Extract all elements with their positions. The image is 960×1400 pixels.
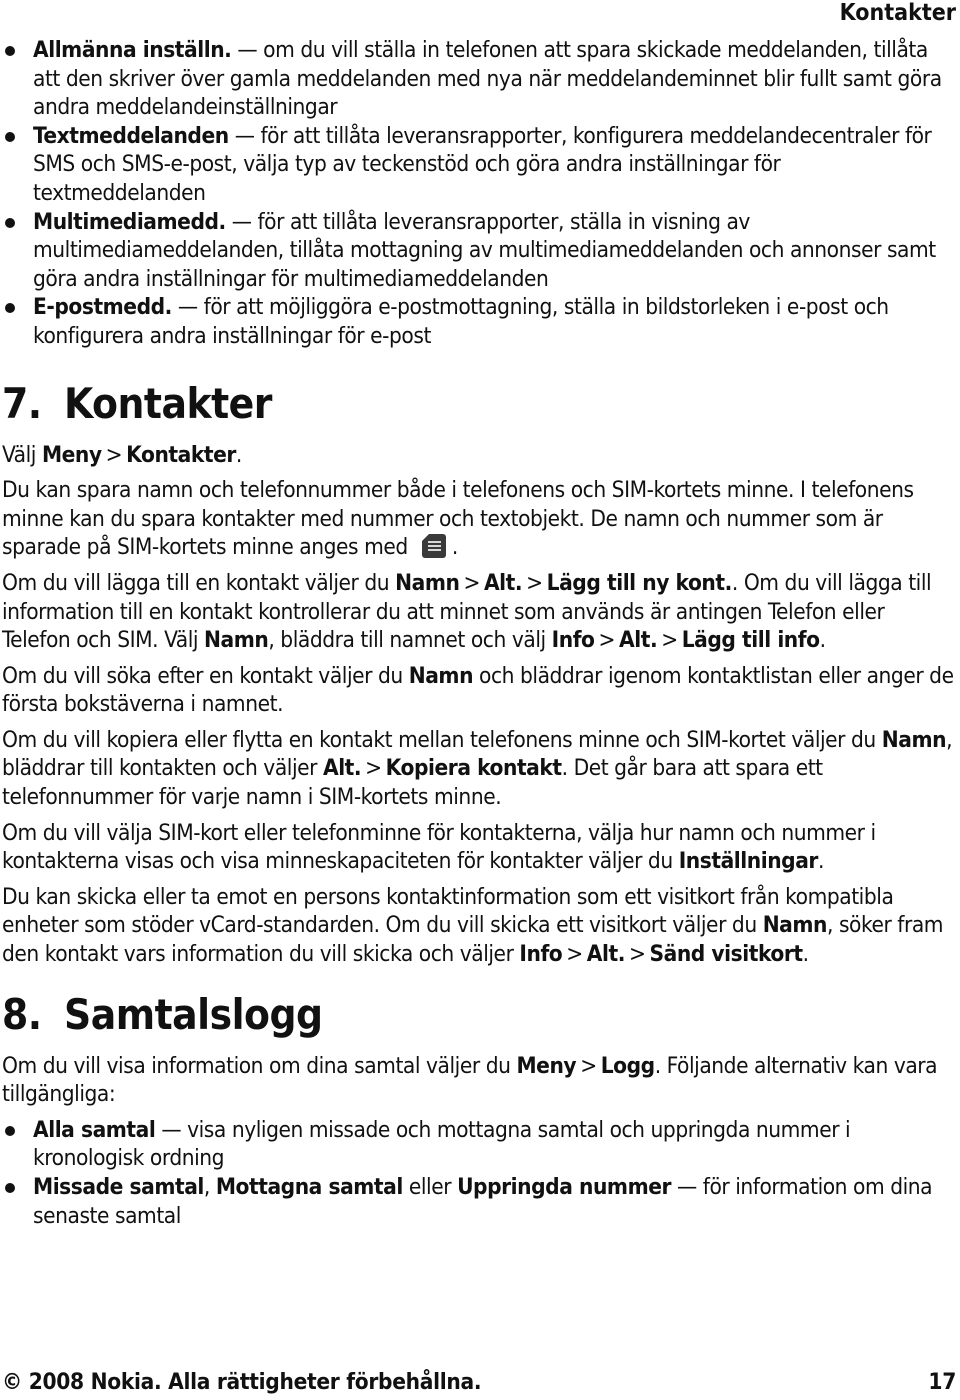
text: . <box>819 627 826 654</box>
section-heading-kontakter <box>2 380 957 428</box>
menu-term: Alt. <box>586 941 625 968</box>
path-separator: > <box>365 755 382 782</box>
menu-term: Namn <box>408 662 474 689</box>
option-term: Alla samtal <box>33 1116 156 1143</box>
section-number: 8. <box>2 989 42 1039</box>
text: . Följande alternativ kan vara tillgängliga: <box>2 1052 938 1108</box>
option-description: — för information om dina senaste samtal <box>33 1174 933 1229</box>
text: . <box>817 848 824 875</box>
path-separator: > <box>661 627 678 654</box>
setting-description: — för att tillåta leveransrapporter, konfigurera meddelandecentraler för SMS och SMS-e-post, välja typ av teckenstöd och göra andra inställningar för textmeddelanden <box>33 122 932 206</box>
text: . Om du vill lägga till information till en kontakt kontrollerar du att minnet som används är antingen Telefon eller Telefon och SIM. Välj <box>2 569 932 654</box>
paragraph-copy-contact <box>2 726 957 812</box>
setting-term: Textmeddelanden <box>33 122 229 149</box>
list-item <box>2 293 957 350</box>
list-item <box>2 1116 957 1173</box>
log-options-list <box>2 1116 957 1230</box>
text: . Det går bara att spara ett telefonnummer för varje namn i SIM-kortets minne. <box>2 755 823 811</box>
setting-description: — om du vill ställa in telefonen att spara skickade meddelanden, tillåta att den skriver över gamla meddelanden med nya när meddelandeminnet blir fullt samt göra andra meddelandeinställningar <box>33 37 942 121</box>
menu-term: Inställningar <box>678 848 818 875</box>
paragraph-search-contact <box>2 662 957 719</box>
menu-term: Lägg till ny kont. <box>546 569 732 596</box>
section-title: Kontakter <box>64 378 272 428</box>
menu-term: Alt. <box>619 627 658 654</box>
text: Du kan skicka eller ta emot en persons kontaktinformation som ett visitkort från kompatibla enheter som stöder vCard-standarden. Om du vill skicka ett visitkort väljer du <box>2 883 894 939</box>
menu-term: Logg <box>600 1052 655 1079</box>
paragraph-storage <box>2 476 957 562</box>
menu-term: Kopiera kontakt <box>385 755 562 782</box>
text: . <box>235 441 242 468</box>
menu-term: Meny <box>516 1052 577 1079</box>
text: Välj <box>2 441 42 468</box>
section-heading-samtalslogg <box>2 991 957 1039</box>
path-separator: > <box>526 569 543 596</box>
section-number: 7. <box>2 378 42 428</box>
copyright-notice: © 2008 Nokia. Alla rättigheter förbehållna. <box>2 1369 482 1395</box>
option-term: Uppringda nummer <box>457 1174 672 1200</box>
text: Om du vill visa information om dina samtal väljer du <box>2 1052 517 1079</box>
text: , <box>203 1174 216 1200</box>
menu-term: Info <box>519 941 563 968</box>
list-item <box>2 122 957 208</box>
sim-card-icon <box>420 534 448 558</box>
path-separator: > <box>566 941 583 968</box>
setting-description: — för att tillåta leveransrapporter, ställa in visning av multimediameddelanden, tillåta mottagning av multimediameddelanden och annonser samt göra andra inställningar för multimediameddelanden <box>33 208 936 292</box>
menu-path-paragraph <box>2 441 957 470</box>
path-separator: > <box>105 441 123 468</box>
menu-term: Alt. <box>322 755 362 782</box>
paragraph-log-intro <box>2 1052 957 1109</box>
list-item <box>2 1173 957 1230</box>
running-header: Kontakter <box>839 0 956 26</box>
setting-term: E-postmedd. <box>33 294 172 321</box>
text: Om du vill lägga till en kontakt väljer du <box>2 569 396 596</box>
menu-term: Namn <box>395 569 460 596</box>
path-separator: > <box>580 1052 597 1079</box>
list-item <box>2 36 957 122</box>
option-description: — visa nyligen missade och mottagna samtal och uppringda nummer i kronologisk ordning <box>33 1116 851 1172</box>
menu-term: Lägg till info <box>681 627 820 654</box>
paragraph-add-contact <box>2 569 957 655</box>
text: , bläddrar till kontakten och väljer <box>2 726 953 782</box>
text: Om du vill kopiera eller flytta en kontakt mellan telefonens minne och SIM-kortet väljer du <box>2 726 882 753</box>
text: Om du vill söka efter en kontakt väljer du <box>2 662 409 689</box>
paragraph-business-card <box>2 883 957 969</box>
menu-term: Sänd visitkort <box>649 941 803 968</box>
text: , söker fram den kontakt vars information du vill skicka och väljer <box>2 912 944 968</box>
section-title: Samtalslogg <box>64 989 323 1039</box>
setting-term: Multimediamedd. <box>33 208 226 235</box>
page-footer <box>2 1368 956 1396</box>
menu-term: Info <box>551 627 595 654</box>
setting-term: Allmänna inställn. <box>33 37 232 63</box>
path-separator: > <box>598 627 616 654</box>
menu-term: Namn <box>881 726 947 753</box>
setting-description: — för att möjliggöra e-postmottagning, ställa in bildstorleken i e-post och konfigurera andra inställningar för e-post <box>33 294 889 349</box>
list-item <box>2 208 957 294</box>
path-separator: > <box>628 941 646 968</box>
text: . <box>451 534 458 561</box>
menu-term: Kontakter <box>126 441 236 468</box>
menu-term: Alt. <box>483 569 523 596</box>
menu-term: Meny <box>41 441 102 468</box>
paragraph-settings <box>2 819 957 876</box>
text: och bläddrar igenom kontaktlistan eller anger de första bokstäverna i namnet. <box>2 662 954 718</box>
option-term: Missade samtal <box>33 1174 204 1200</box>
text: Du kan spara namn och telefonnummer både i telefonens och SIM-kortets minne. I telefonens minne kan du spara kontakter med nummer och textobjekt. De namn och nummer som är sparade på SIM-kortets minne anges med <box>2 477 914 561</box>
page-content <box>2 36 957 1230</box>
page-number: 17 <box>928 1369 956 1395</box>
menu-term: Namn <box>204 627 269 654</box>
text: , bläddra till namnet och välj <box>268 627 552 654</box>
option-term: Mottagna samtal <box>215 1174 403 1200</box>
text: Om du vill välja SIM-kort eller telefonminne för kontakterna, välja hur namn och nummer i kontakterna visas och visa minneskapaciteten för kontakter väljer du <box>2 819 876 875</box>
text: . <box>802 941 809 968</box>
settings-list <box>2 36 957 351</box>
menu-term: Namn <box>762 912 827 939</box>
path-separator: > <box>463 569 480 596</box>
text: eller <box>402 1174 458 1200</box>
